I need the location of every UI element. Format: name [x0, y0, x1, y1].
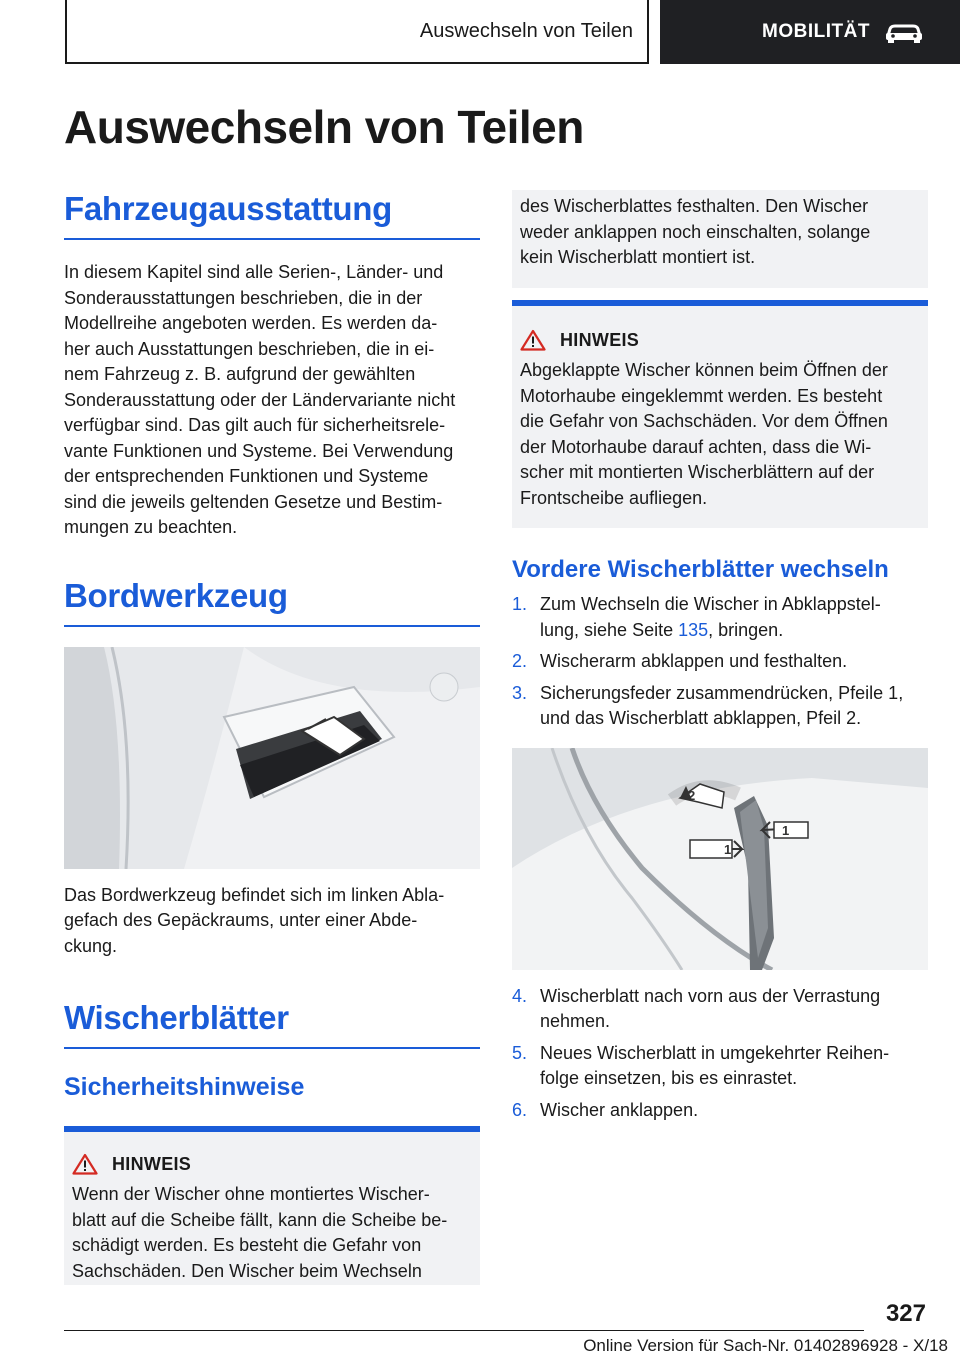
- step-item: 1. Zum Wechseln die Wischer in Abklappstel- lung, siehe Seite 135, bringen.: [512, 594, 881, 640]
- right-column: [512, 190, 928, 1129]
- bordwerkzeug-photo: [64, 647, 480, 869]
- arrow-label-1-right: 1: [782, 822, 790, 838]
- note-box-continued: des Wischerblattes festhalten. Den Wischer weder anklappen noch einschalten, solange kein Wischerblatt montiert ist.: [512, 190, 928, 288]
- warning-icon: [72, 1153, 98, 1175]
- note-box-wischer: [64, 1126, 480, 1285]
- header-section-label: Auswechseln von Teilen: [419, 19, 633, 42]
- step-item: 3. Sicherungsfeder zusammendrücken, Pfeile 1, und das Wischerblatt abklappen, Pfeil 2.: [512, 682, 904, 728]
- note-text: Wenn der Wischer ohne montiertes Wischer- blatt auf die Scheibe fällt, kann die Scheibe be- schädigt werden. Es besteht die Gefahr von Sachschäden. Den Wischer beim Wechseln: [72, 1184, 448, 1281]
- note-header: [72, 1150, 472, 1178]
- note-header: [520, 326, 920, 354]
- note-label: HINWEIS: [560, 329, 640, 350]
- header-category-tab: [660, 0, 960, 64]
- arrow-label-1-left: 1: [724, 841, 732, 857]
- steps-list-b: [512, 984, 928, 1124]
- footer-divider: [64, 1330, 864, 1331]
- wiper-photo: [512, 748, 928, 970]
- warning-icon: [520, 329, 546, 351]
- bordwerkzeug-paragraph: Das Bordwerkzeug befindet sich im linken Abla- gefach des Gepäckraums, unter einer Abde- ckung.: [64, 884, 445, 956]
- car-icon: [884, 20, 924, 44]
- step-item: 2. Wischerarm abklappen und festhalten.: [512, 651, 848, 671]
- page-link-135[interactable]: 135: [678, 619, 709, 640]
- heading-vordere-wischerblaetter: Vordere Wischerblätter wechseln: [512, 556, 889, 583]
- left-column: [64, 190, 480, 1285]
- note-label: HINWEIS: [112, 1153, 192, 1174]
- page-number: 327: [885, 1300, 926, 1327]
- footer-online-version: Online Version für Sach-Nr. 01402896928 - X/18: [583, 1336, 948, 1355]
- heading-wischerblaetter: Wischerblätter: [64, 999, 480, 1049]
- page-title: Auswechseln von Teilen: [64, 101, 584, 153]
- steps-list-a: [512, 592, 928, 732]
- fahrzeug-paragraph: In diesem Kapitel sind alle Serien-, Länder- und Sonderausstattungen beschrieben, die in der Modellreihe angeboten werden. Es werden da- her auch Ausstattungen beschrieben, die in ei- nem Fahrzeug z. B. aufgrund der gewählten Sonderausstattung oder der Ländervariante nicht verfügbar sind. Das gilt auch für sicherheitsrele- vante Funktionen und Systeme. Bei Verwendung der entsprechenden Funktionen und Systeme sind die jeweils geltenden Gesetze und Bestim- mungen zu beachten.: [64, 262, 456, 537]
- arrow-1-right: [762, 822, 808, 838]
- header-category-label: MOBILITÄT: [762, 21, 870, 42]
- step-item: 4. Wischerblatt nach vorn aus der Verrastung nehmen.: [512, 985, 881, 1031]
- note-box-motorhaube: [512, 300, 928, 528]
- heading-fahrzeugausstattung: Fahrzeugausstattung: [64, 190, 480, 240]
- step-item: 6. Wischer anklappen.: [512, 1099, 699, 1120]
- arrow-label-2: 2: [688, 787, 696, 803]
- note-text: Abgeklappte Wischer können beim Öffnen der Motorhaube eingeklemmt werden. Es besteht die Gefahr von Sachschäden. Vor dem Öffnen der Motorhaube darauf achten, dass die Wi- scher mit montierten Wischerblättern auf der Frontscheibe aufliegen.: [520, 360, 888, 508]
- heading-bordwerkzeug: Bordwerkzeug: [64, 577, 480, 627]
- step-item: 5. Neues Wischerblatt in umgekehrter Reihen- folge einsetzen, bis es einrastet.: [512, 1042, 890, 1088]
- header-section-tab: [65, 0, 649, 64]
- subheading-sicherheitshinweise: Sicherheitshinweise: [64, 1073, 305, 1101]
